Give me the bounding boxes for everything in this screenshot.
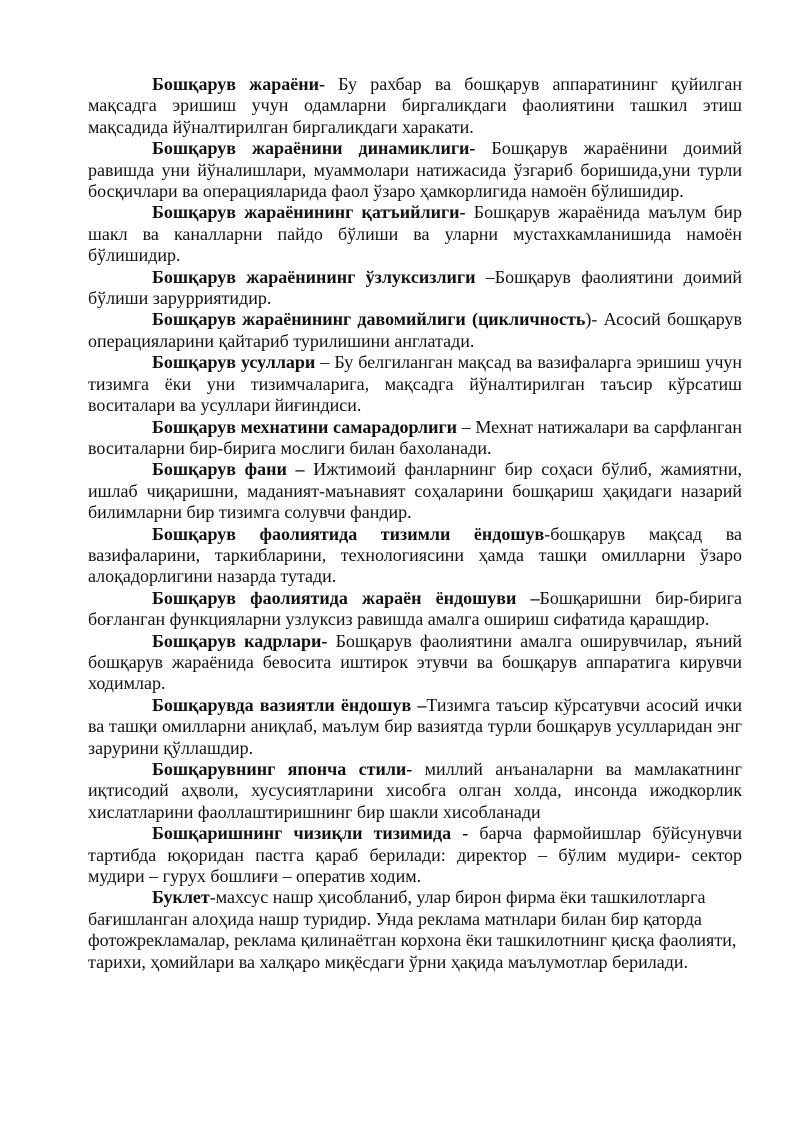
definition-text: )- Асосий бошқарув операцияларини қайтариб турилишини англатади. [88, 309, 743, 351]
definition-text: Бошқарув жараёнида маълум бир шакл ва каналларни пайдо бўлиши ва уларни мустахкамланишида намоён бўлишидир. [88, 202, 742, 266]
definition-paragraph [88, 309, 742, 352]
definition-text: барча фармойишлар бўйсунувчи тартибда юқоридан пастга қараб берилади: директор – бўлим мудири- сектор мудири – гурух бошлиғи – оператив ходим. [88, 823, 742, 887]
definition-paragraph [88, 695, 742, 759]
definition-text: -махсус нашр ҳисобланиб, улар бирон фирма ёки ташкилотларга бағишланган алоҳида нашр туридир. Унда реклама матнлари билан бир қаторда фотожрекламалар, реклама қилинаётган корхона ёки ташкилотнинг қисқа фаолияти, тарихи, ҳомийлари ва халқаро миқёсдаги ўрни ҳақида маълумотлар берилади. [88, 887, 737, 972]
definition-paragraph [88, 352, 742, 416]
definition-term: Бошқарув жараёнининг қатъийлиги- [152, 202, 466, 223]
definition-term: Бошқарув жараёнининг давомийлиги (цикличность [152, 309, 586, 330]
document-page [88, 74, 742, 973]
definition-text: Бошқаришни бир-бирига боғланган функцияларни узлуксиз равишда амалга ошириш сифатида қарашдир. [88, 587, 742, 630]
definition-term: Бошқарувда вазиятли ёндошув – [152, 694, 427, 715]
definition-term: Бошқарув мехнатини самарадорлиги [152, 416, 458, 437]
definition-text: Тизимга таъсир кўрсатувчи асосий ички ва ташқи омилларни аниқлаб, маълум бир вазиятда турли бошқарув усулларидан энг зарурини қўллашдир. [88, 694, 742, 758]
definition-term: Бошқарув кадрлари- [152, 630, 328, 651]
definition-term: Бошқарув фаолиятида тизимли ёндошув [152, 523, 545, 544]
definition-paragraph [88, 524, 742, 588]
definition-term: Бошқарув жараёни- [152, 74, 325, 94]
definition-paragraph [88, 74, 742, 138]
definition-text: – Бу белгиланган мақсад ва вазифаларга эришиш учун тизимга ёки уни тизимчаларига, мақсадга йўналтирилган таъсир кўрсатиш воситалари ва усуллари йиғиндиси. [88, 352, 742, 416]
definition-term: Бошқарув фаолиятида жараён ёндошуви – [152, 587, 540, 608]
definition-text: миллий анъаналарни ва мамлакатнинг иқтисодий аҳволи, хусусиятларини хисобга олган холда, инсонда ижодкорлик хислатларини фаоллаштиришнинг бир шакли хисобланади [88, 759, 742, 822]
definition-paragraph [88, 823, 742, 887]
definition-text: – Мехнат натижалари ва сарфланган воситаларни бир-бирига мослиги билан бахоланади. [88, 416, 742, 458]
definition-paragraph [88, 887, 742, 973]
definition-text: Бу рахбар ва бошқарув аппаратининг қуйилган мақсадга эришиш учун одамларни биргаликдаги фаолиятини ташкил этиш мақсадида йўналтирилган биргаликдаги харакати. [88, 74, 743, 137]
definition-paragraph [88, 631, 742, 695]
definition-paragraph [88, 588, 742, 631]
definition-text: Бошқарув фаолиятини амалга оширувчилар, яъний бошқарув жараёнида бевосита иштирок этувчи ва бошқарув аппаратига кирувчи ходимлар. [88, 630, 743, 694]
definition-term: Бошқаришнинг чизиқли тизимида - [152, 823, 469, 844]
definition-paragraph [88, 759, 742, 823]
definition-paragraph [88, 138, 742, 202]
definition-term: Бошқарув усуллари [152, 352, 316, 373]
definition-paragraph [88, 267, 742, 310]
definition-text: Ижтимоий фанларнинг бир соҳаси бўлиб, жамиятни, ишлаб чиқаришни, маданият-маънавият соҳаларини бошқариш ҳақидаги назарий билимларни бир тизимга солувчи фандир. [88, 459, 742, 523]
definition-paragraph [88, 417, 742, 460]
definition-text: –Бошқарув фаолиятини доимий бўлиши зарурриятидир. [88, 266, 743, 309]
definition-text: Бошқарув жараёнини доимий равишда уни йўналишлари, муаммолари натижасида ўзгариб боришида,уни турли босқичлари ва операцияларида фаол ўзаро ҳамкорлигида намоён бўлишидир. [88, 138, 743, 202]
definition-paragraph [88, 459, 742, 523]
definition-paragraph [88, 202, 742, 266]
definition-term: Буклет [152, 887, 210, 908]
definition-term: Бошқарув жараёнини динамиклиги- [152, 138, 476, 159]
definition-text: -бошқарув мақсад ва вазифаларини, таркибларини, технологиясини ҳамда ташқи омилларни ўзаро алоқадорлигини назарда тутади. [88, 523, 742, 587]
definition-term: Бошқарув жараёнининг ўзлуксизлиги [152, 266, 476, 287]
definition-term: Бошқарувнинг японча стили- [152, 759, 413, 779]
definition-term: Бошқарув фани – [152, 459, 305, 480]
